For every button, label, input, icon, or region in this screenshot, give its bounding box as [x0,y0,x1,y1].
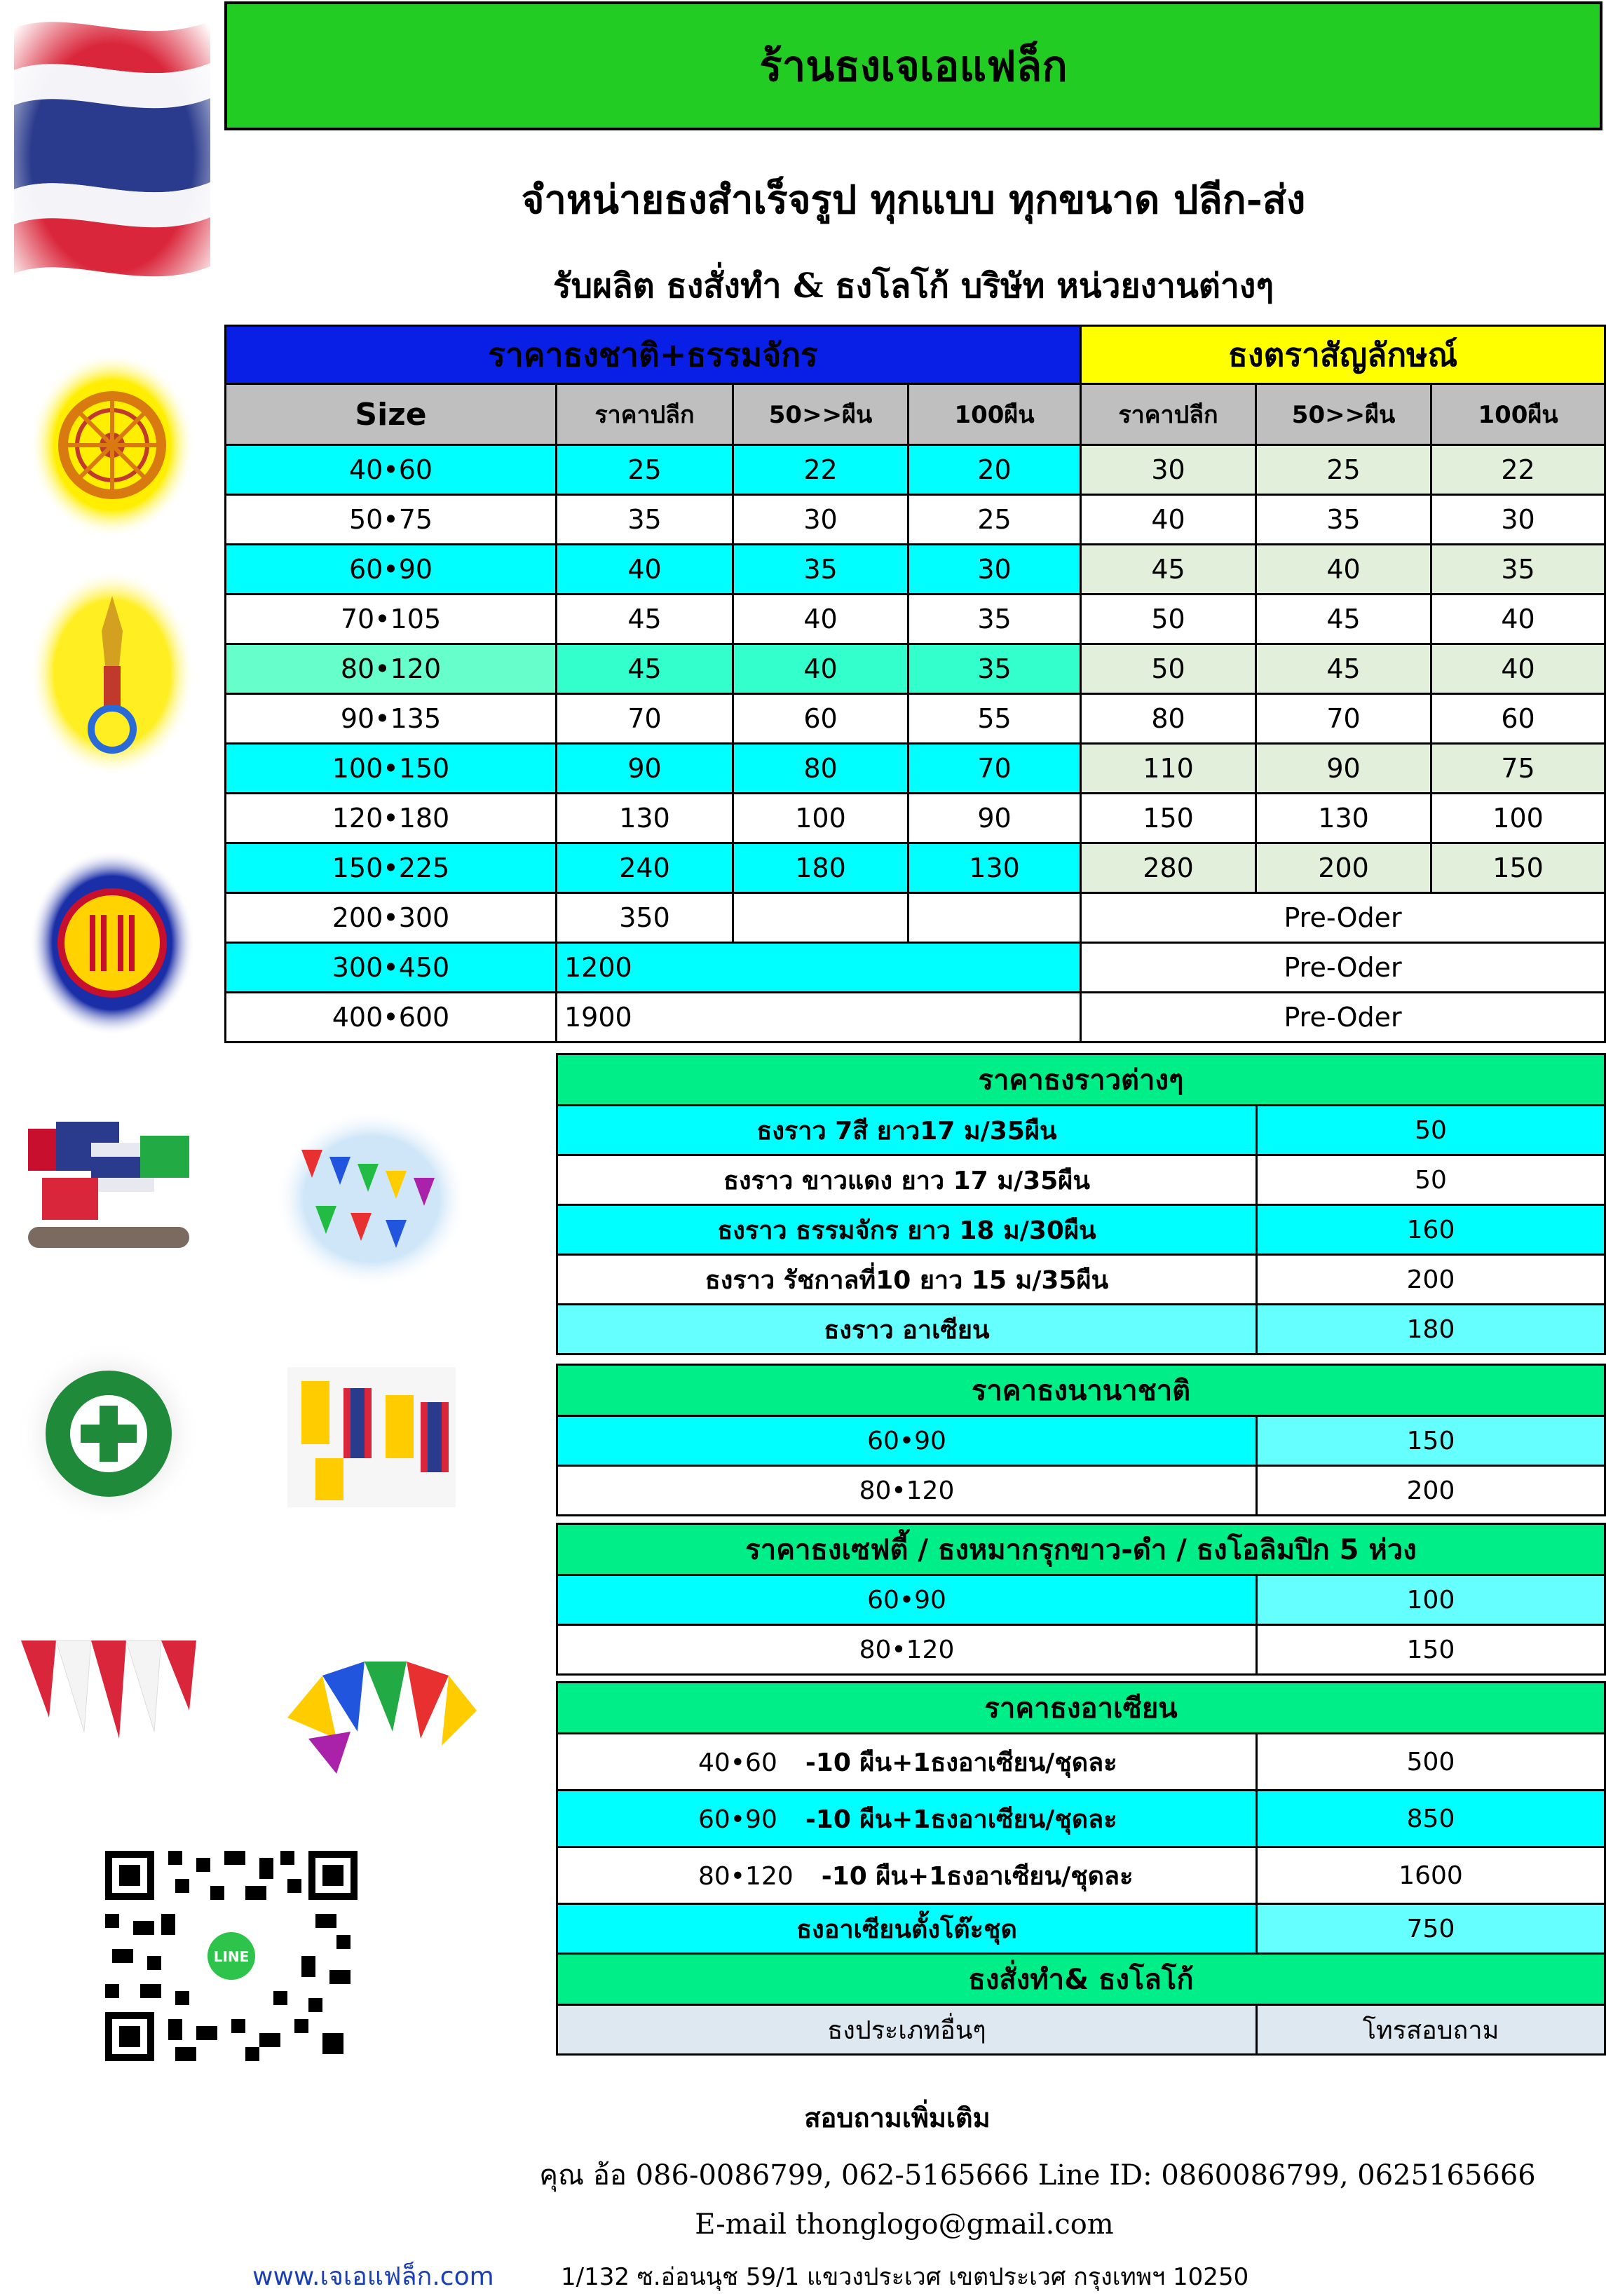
contact-line: คุณ อ้อ 086-0086799, 062-5165666 Line ID: 0860086799, 0625165666 [539,2159,1536,2192]
price-cell: 150 [1431,843,1605,893]
price-cell: 180 [733,843,909,893]
price-cell: 22 [1431,445,1605,495]
table-row [557,1205,1605,1255]
item-price: 200 [1257,1255,1605,1305]
shop-name: ร้านธงเจเอแฟล็ก [759,41,1068,91]
price-cell: 30 [1431,495,1605,545]
asean-size: 80•120 [698,1861,794,1891]
item-price: 50 [1257,1155,1605,1205]
col-header-emblem-50-plus: 50>>ผืน [1256,384,1431,445]
price-cell: 30 [1081,445,1256,495]
price-cell: 35 [909,595,1081,644]
item-price: 150 [1257,1625,1605,1675]
price-cell: 40 [1431,595,1605,644]
table-row [557,1155,1605,1205]
bunting-price-table [556,1053,1606,1355]
subtitle-line-2: รับผลิต ธงสั่งทำ & ธงโลโก้ บริษัท หน่วยงานต่างๆ [552,266,1274,306]
price-cell: 35 [1256,495,1431,545]
safety-section-title: ราคาธงเซฟตี้ / ธงหมากรุกขาว-ดำ / ธงโอลิมปิก 5 ห่วง [557,1524,1605,1575]
item-label: ธงราว 7สี ยาว17 ม/35ผืน [557,1106,1257,1155]
table-row [557,1416,1605,1466]
asean-section-title: ราคาธงอาเซียน [557,1683,1605,1734]
item-label: 60•90 [557,1575,1257,1625]
table-row [226,644,1605,694]
item-label: 80•120 [557,1625,1257,1675]
price-cell: 45 [557,644,733,694]
table-row [557,1625,1605,1675]
dharma-wheel-bunting-image [273,1346,470,1528]
price-cell: 90 [909,794,1081,843]
table-row [226,445,1605,495]
asean-set-cell [557,1734,1257,1791]
price-cell: 20 [909,445,1081,495]
price-cell: 70 [557,694,733,744]
price-cell: 25 [1256,445,1431,495]
table-row [226,694,1605,744]
price-cell: 70 [1256,694,1431,744]
price-cell: 60 [733,694,909,744]
price-cell: 40 [733,644,909,694]
table-row [226,893,1605,943]
website-link[interactable]: www.เจเอแฟล็ก.com [252,2262,494,2291]
pre-order-cell: Pre-Oder [1081,993,1605,1042]
price-cell: 55 [909,694,1081,744]
price-cell: 100 [733,794,909,843]
price-cell: 350 [557,893,733,943]
size-cell: 70•105 [226,595,557,644]
price-cell: 25 [909,495,1081,545]
table-row [557,1575,1605,1625]
price-cell: 1200 [557,943,1081,993]
safety-first-flag-image [14,1339,203,1528]
col-header-100: 100ผืน [909,384,1081,445]
custom-value: โทรสอบถาม [1257,2005,1605,2055]
price-cell: 280 [1081,843,1256,893]
price-cell: 130 [557,794,733,843]
price-cell: 130 [1256,794,1431,843]
bunting-section-title: ราคาธงราวต่างๆ [557,1054,1605,1106]
thai-flag-image [0,0,224,315]
table-row [226,943,1605,993]
price-cell: 90 [1256,744,1431,794]
price-cell: 50 [1081,595,1256,644]
asean-desk-price: 750 [1257,1904,1605,1954]
asean-size: 60•90 [698,1805,777,1834]
table-row [226,595,1605,644]
item-label: ธงราว รัชกาลที่10 ยาว 15 ม/35ผืน [557,1255,1257,1305]
line-qr-code[interactable] [105,1851,358,2061]
size-cell: 90•135 [226,694,557,744]
line-badge-label: LINE [213,1948,250,1965]
col-header-emblem-100: 100ผืน [1431,384,1605,445]
col-header-retail: ราคาปลีก [557,384,733,445]
table-row [557,1466,1605,1516]
price-cell: 240 [557,843,733,893]
price-cell: 40 [557,545,733,595]
international-flag-price-table [556,1364,1606,1516]
price-cell: 70 [909,744,1081,794]
price-cell: 22 [733,445,909,495]
table-row [557,1255,1605,1305]
item-price: 160 [1257,1205,1605,1255]
price-cell: 80 [733,744,909,794]
emblem-flag-header: ธงตราสัญลักษณ์ [1081,326,1605,384]
item-price: 50 [1257,1106,1605,1155]
item-price: 180 [1257,1305,1605,1354]
asean-set-price: 500 [1257,1734,1605,1791]
asean-desk-label: ธงอาเซียนตั้งโต๊ะชุด [557,1904,1257,1954]
col-header-emblem-retail: ราคาปลีก [1081,384,1256,445]
asean-set-label: -10 ผืน+1ธงอาเซียน/ชุดละ [805,1748,1117,1777]
price-cell: 35 [909,644,1081,694]
red-white-bunting-image [14,1626,217,1767]
size-cell: 150•225 [226,843,557,893]
price-cell: 30 [733,495,909,545]
table-row [557,1734,1605,1791]
size-cell: 120•180 [226,794,557,843]
price-cell: 45 [1256,595,1431,644]
size-cell: 80•120 [226,644,557,694]
asean-flag-price-table [556,1681,1606,2056]
size-cell: 50•75 [226,495,557,545]
desk-flags-image [14,1101,203,1276]
price-cell: 80 [1081,694,1256,744]
table-row [226,744,1605,794]
table-row [557,1847,1605,1904]
price-cell: 110 [1081,744,1256,794]
asean-set-cell [557,1791,1257,1847]
table-row [226,993,1605,1042]
pre-order-cell: Pre-Oder [1081,893,1605,943]
item-label: ธงราว ขาวแดง ยาว 17 ม/35ผืน [557,1155,1257,1205]
price-cell: 45 [1256,644,1431,694]
safety-flag-price-table [556,1523,1606,1676]
international-section-title: ราคาธงนานาชาติ [557,1365,1605,1416]
asean-set-label: -10 ผืน+1ธงอาเซียน/ชุดละ [821,1861,1134,1891]
item-price: 100 [1257,1575,1605,1625]
address-line: 1/132 ซ.อ่อนนุช 59/1 แขวงประเวศ เขตประเวศ กรุงเทพฯ 10250 [561,2263,1249,2291]
asean-flag-image [28,848,196,1038]
custom-label: ธงประเภทอื่นๆ [557,2005,1257,2055]
more-info-heading: สอบถามเพิ่มเติม [804,2103,991,2133]
asean-size: 40•60 [698,1748,777,1777]
price-cell: 40 [1081,495,1256,545]
asean-set-price: 850 [1257,1791,1605,1847]
table-row [557,1791,1605,1847]
table-row [557,1904,1605,1954]
pre-order-cell: Pre-Oder [1081,943,1605,993]
shop-name-banner [224,1,1602,130]
price-cell: 35 [557,495,733,545]
table-row [557,1106,1605,1155]
price-cell: 130 [909,843,1081,893]
table-row [557,2005,1605,2055]
price-cell: 40 [1431,644,1605,694]
col-header-50-plus: 50>>ผืน [733,384,909,445]
price-cell: 90 [557,744,733,794]
colorful-bunting-image [273,1108,470,1290]
price-cell: 60 [1431,694,1605,744]
royal-emblem-flag-image [28,568,196,778]
asean-set-cell [557,1847,1257,1904]
item-price: 150 [1257,1416,1605,1466]
price-cell: 25 [557,445,733,495]
price-cell: 35 [1431,545,1605,595]
price-cell: 1900 [557,993,1081,1042]
size-cell: 60•90 [226,545,557,595]
price-cell: 40 [1256,545,1431,595]
size-cell: 300•450 [226,943,557,993]
price-cell: 75 [1431,744,1605,794]
item-price: 200 [1257,1466,1605,1516]
size-cell: 100•150 [226,744,557,794]
table-row [226,794,1605,843]
national-dharma-flag-header: ราคาธงชาติ+ธรรมจักร [226,326,1081,384]
item-label: 80•120 [557,1466,1257,1516]
table-row [557,1305,1605,1354]
price-cell: 30 [909,545,1081,595]
size-cell: 40•60 [226,445,557,495]
multicolor-bunting-image [280,1633,484,1788]
item-label: ธงราว ธรรมจักร ยาว 18 ม/30ผืน [557,1205,1257,1255]
custom-section-title: ธงสั่งทำ& ธงโลโก้ [557,1954,1605,2005]
price-cell: 100 [1431,794,1605,843]
price-cell: 50 [1081,644,1256,694]
size-cell: 200•300 [226,893,557,943]
price-cell: 45 [557,595,733,644]
price-cell: 45 [1081,545,1256,595]
asean-set-price: 1600 [1257,1847,1605,1904]
table-row [226,495,1605,545]
subtitle-line-1: จำหน่ายธงสำเร็จรูป ทุกแบบ ทุกขนาด ปลีก-ส่ง [521,177,1306,223]
item-label: ธงราว อาเซียน [557,1305,1257,1354]
asean-set-label: -10 ผืน+1ธงอาเซียน/ชุดละ [805,1805,1117,1834]
table-row [226,545,1605,595]
national-flag-price-table [224,325,1606,1043]
col-header-size: Size [226,384,557,445]
price-cell: 150 [1081,794,1256,843]
item-label: 60•90 [557,1416,1257,1466]
price-cell: 40 [733,595,909,644]
price-cell: 35 [733,545,909,595]
table-row [226,843,1605,893]
email-line: E-mail thonglogo@gmail.com [695,2208,1114,2241]
dharma-wheel-flag-image [28,351,196,540]
size-cell: 400•600 [226,993,557,1042]
price-cell: 200 [1256,843,1431,893]
